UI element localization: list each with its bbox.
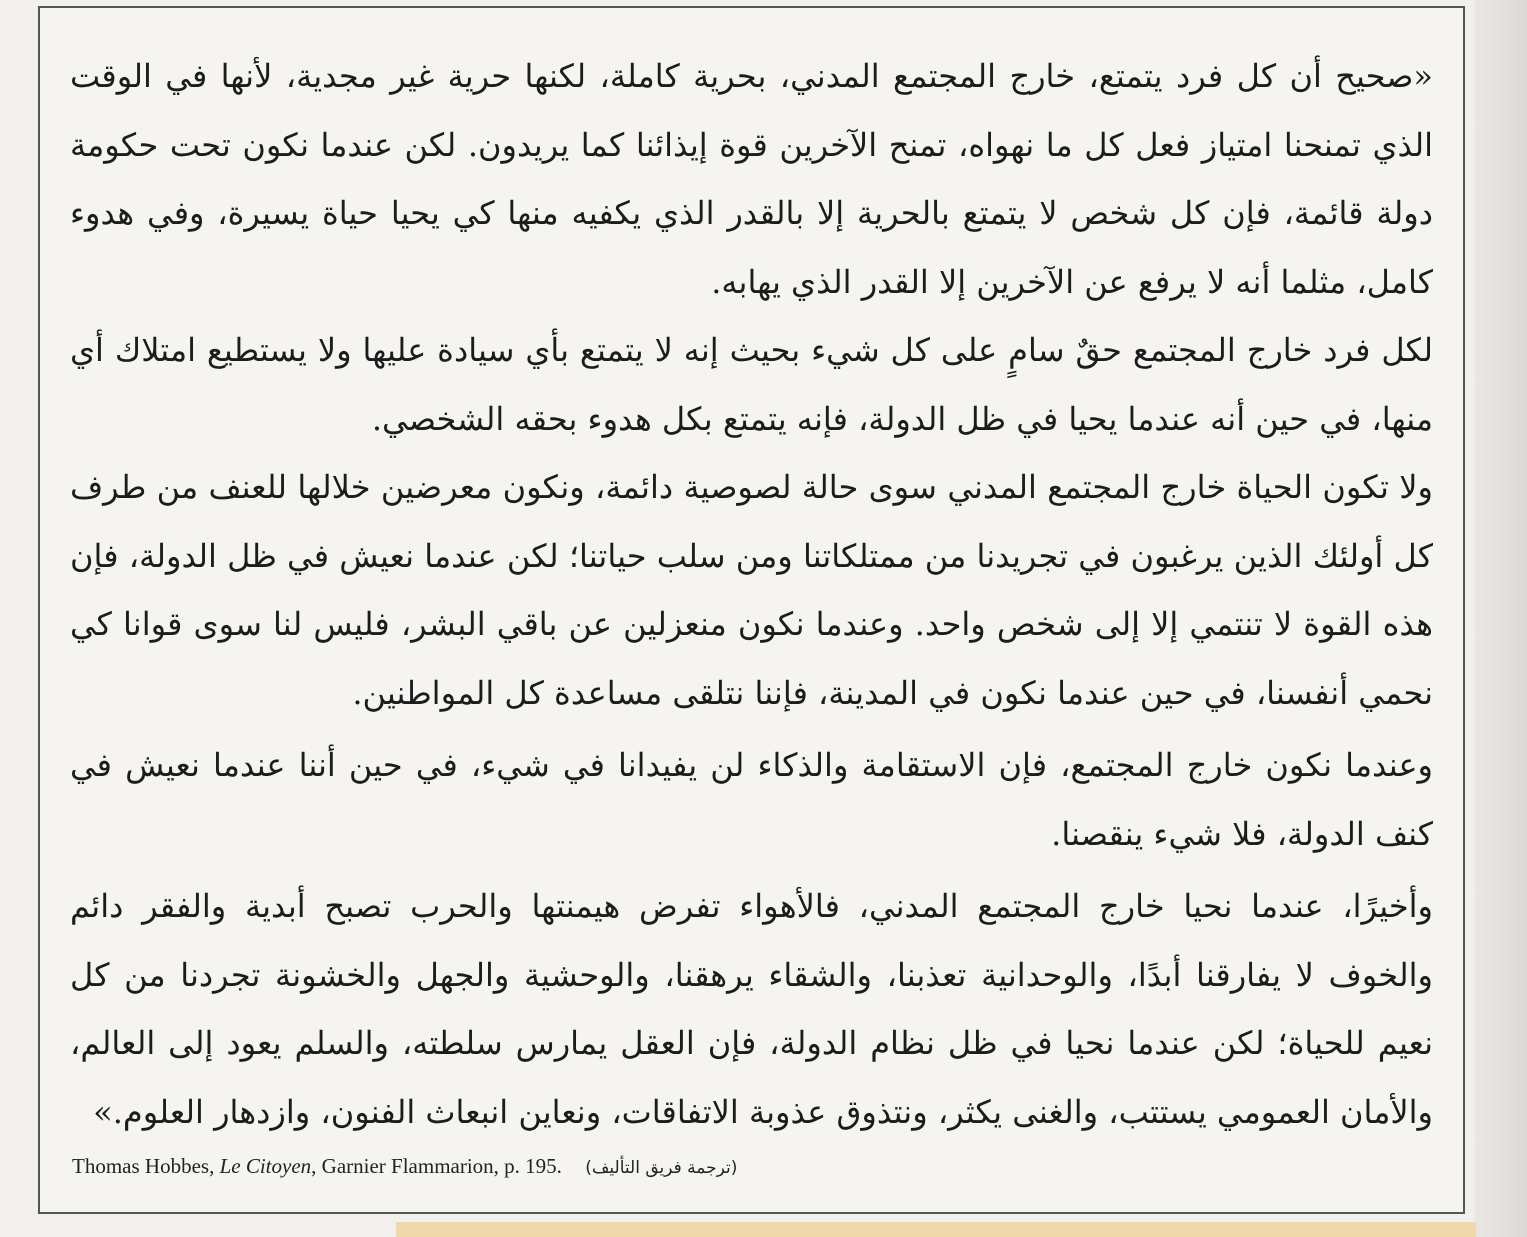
quote-text xyxy=(70,42,1433,1146)
paragraph-3: ولا تكون الحياة خارج المجتمع المدني سوى حالة لصوصية دائمة، ونكون معرضين خلالها للعنف من طرف كل أولئك الذين يرغبون في تجريدنا من ممتلكاتنا ومن سلب حياتنا؛ لكن عندما نعيش في ظل الدولة، فإن هذه القوة لا تنتمي إلا إلى شخص واحد. وعندما نكون منعزلين عن باقي البشر، فليس لنا سوى قوانا كي نحمي أنفسنا، في حين عندما نكون في المدينة، فإننا نتلقى مساعدة كل المواطنين. xyxy=(70,468,1433,712)
paragraph-2: لكل فرد خارج المجتمع حقٌ سامٍ على كل شيء بحيث إنه لا يتمتع بأي سيادة عليها ولا يستطيع امتلاك أي منها، في حين أنه عندما يحيا في ظل الدولة، فإنه يتمتع بكل هدوء بحقه الشخصي. xyxy=(70,331,1433,438)
paragraph-4: وعندما نكون خارج المجتمع، فإن الاستقامة والذكاء لن يفيدانا في شيء، في حين أننا عندما نعيش في كنف الدولة، فلا شيء ينقصنا. xyxy=(70,746,1433,853)
citation-publisher: , Garnier Flammarion, p. 195. xyxy=(311,1154,562,1178)
citation-author: Thomas Hobbes, xyxy=(72,1154,215,1178)
citation xyxy=(72,1154,737,1179)
page-margin-strip xyxy=(1475,0,1527,1237)
citation-title: Le Citoyen xyxy=(219,1154,312,1178)
paragraph-1: «صحيح أن كل فرد يتمتع، خارج المجتمع المدني، بحرية كاملة، لكنها حرية غير مجدية، لأنها في الوقت الذي تمنحنا امتياز فعل كل ما نهواه، تمنح الآخرين قوة إيذائنا كما يريدون. لكن عندما نكون تحت حكومة دولة قائمة، فإن كل شخص لا يتمتع بالحرية إلا بالقدر الذي يكفيه منها كي يحيا حياة يسيرة، وفي هدوء كامل، مثلما أنه لا يرفع عن الآخرين إلا القدر الذي يهابه. xyxy=(70,57,1433,301)
quote-frame xyxy=(38,6,1465,1214)
paragraph-5: وأخيرًا، عندما نحيا خارج المجتمع المدني، فالأهواء تفرض هيمنتها والحرب تصبح أبدية والفقر دائم والخوف لا يفارقنا أبدًا، والوحدانية تعذبنا، والشقاء يرهقنا، والوحشية والجهل والخشونة تجردنا من كل نعيم للحياة؛ لكن عندما نحيا في ظل نظام الدولة، فإن العقل يمارس سلطته، والسلم يعود إلى العالم، والأمان العمومي يستتب، والغنى يكثر، ونتذوق عذوبة الاتفاقات، ونعاين انبعاث الفنون، وازدهار العلوم.» xyxy=(70,887,1433,1131)
translator-note: (ترجمة فريق التأليف) xyxy=(585,1158,738,1178)
page-bottom-band xyxy=(396,1222,1476,1237)
